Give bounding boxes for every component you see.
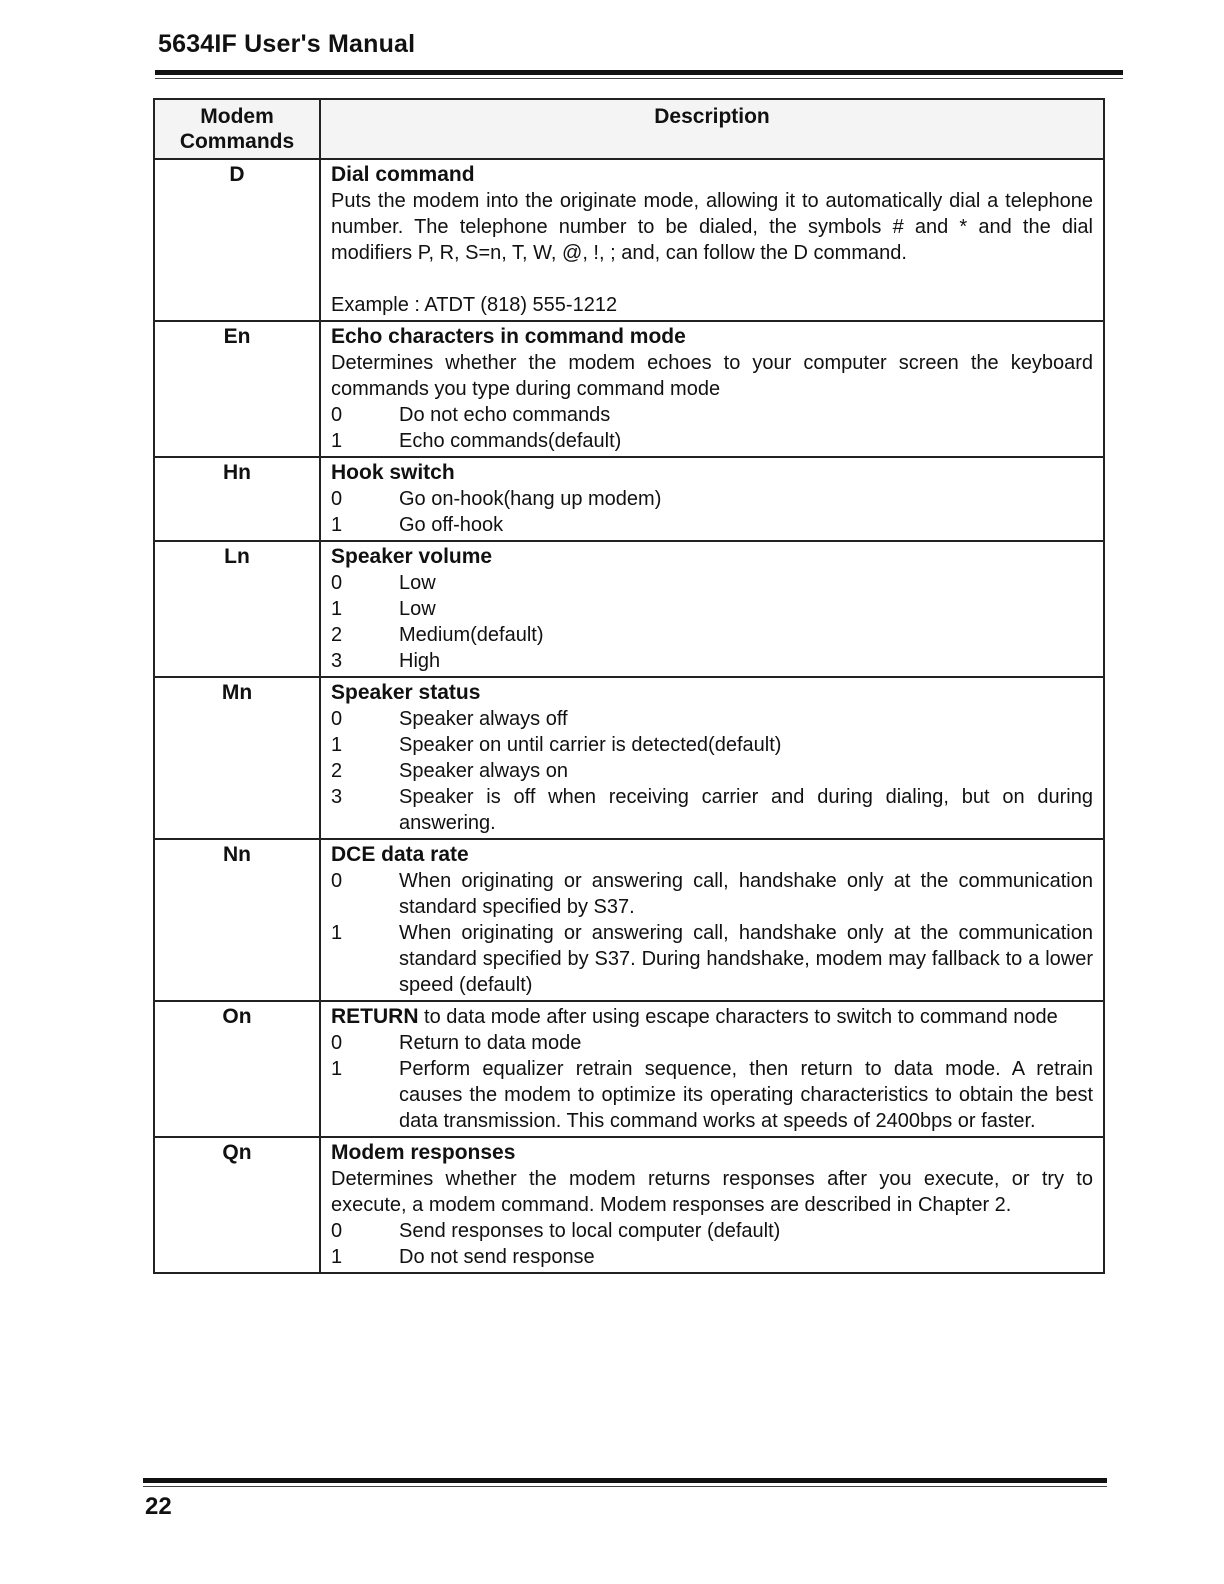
option-item (331, 1218, 1093, 1244)
command-title: Speaker volume (331, 545, 493, 568)
command-code: Qn (154, 1137, 320, 1273)
command-code: Nn (154, 839, 320, 1001)
table-row (154, 159, 1104, 321)
option-item (331, 428, 1093, 454)
option-key: 0 (331, 1220, 343, 1242)
option-key: 0 (331, 1032, 343, 1054)
command-description (320, 677, 1104, 839)
command-title: DCE data rate (331, 843, 469, 866)
option-value: Return to data mode (399, 1032, 582, 1054)
table-row (154, 321, 1104, 457)
option-value: High (399, 650, 441, 672)
option-key: 1 (331, 1058, 343, 1080)
table-row (154, 1001, 1104, 1137)
command-description (320, 1137, 1104, 1273)
table-header-row (154, 99, 1104, 159)
option-item (331, 732, 1093, 758)
command-code: Mn (154, 677, 320, 839)
command-code: D (154, 159, 320, 321)
option-value: Medium(default) (399, 624, 544, 646)
command-title: Hook switch (331, 461, 455, 484)
command-example: Example : ATDT (818) 555-1212 (331, 294, 618, 316)
option-key: 0 (331, 488, 343, 510)
table-row (154, 839, 1104, 1001)
command-text: Determines whether the modem returns responses after you execute, or try to execute, a modem command. Modem responses are described in Chapter 2. (331, 1168, 1093, 1216)
column-header-command: Modem Commands (154, 99, 320, 159)
command-description (320, 839, 1104, 1001)
option-item (331, 512, 1093, 538)
footer-rule-thin (143, 1486, 1107, 1487)
option-item (331, 1244, 1093, 1270)
command-text: Determines whether the modem echoes to your computer screen the keyboard commands you type during command mode (331, 352, 1093, 400)
option-value: Low (399, 572, 436, 594)
command-code: Hn (154, 457, 320, 541)
option-item (331, 1056, 1093, 1134)
option-item (331, 920, 1093, 998)
command-code: En (154, 321, 320, 457)
option-item (331, 1030, 1093, 1056)
command-description (320, 457, 1104, 541)
option-key: 0 (331, 572, 343, 594)
option-item (331, 486, 1093, 512)
option-value: Send responses to local computer (default) (399, 1220, 781, 1242)
command-code: On (154, 1001, 320, 1137)
option-value: Speaker always on (399, 760, 568, 782)
option-key: 3 (331, 650, 343, 672)
page-header-title: 5634IF User's Manual (158, 30, 416, 58)
command-title-rest: to data mode after using escape characters to switch to command node (418, 1006, 1058, 1028)
command-code: Ln (154, 541, 320, 677)
option-key: 1 (331, 1246, 343, 1268)
command-description (320, 1001, 1104, 1137)
option-value: Perform equalizer retrain sequence, then return to data mode. A retrain causes the modem to optimize its operating characteristics to obtain the best data transmission. This command works at speeds of 2400bps or faster. (399, 1058, 1093, 1132)
option-item (331, 570, 1093, 596)
option-value: Do not echo commands (399, 404, 611, 426)
option-item (331, 648, 1093, 674)
option-key: 1 (331, 598, 343, 620)
option-key: 0 (331, 708, 343, 730)
option-value: Speaker on until carrier is detected(default) (399, 734, 782, 756)
option-value: When originating or answering call, handshake only at the communication standard specified by S37. During handshake, modem may fallback to a lower speed (default) (399, 922, 1093, 996)
option-value: Go on-hook(hang up modem) (399, 488, 662, 510)
option-key: 1 (331, 922, 343, 944)
option-key: 1 (331, 430, 343, 452)
option-item (331, 868, 1093, 920)
command-title: Dial command (331, 163, 475, 186)
table-row (154, 677, 1104, 839)
option-value: Go off-hook (399, 514, 504, 536)
command-description (320, 159, 1104, 321)
command-title: Echo characters in command mode (331, 325, 686, 348)
option-key: 0 (331, 404, 343, 426)
option-item (331, 402, 1093, 428)
option-item (331, 706, 1093, 732)
table-row (154, 457, 1104, 541)
option-key: 1 (331, 514, 343, 536)
option-item (331, 758, 1093, 784)
command-description (320, 541, 1104, 677)
option-value: Low (399, 598, 436, 620)
command-title: Modem responses (331, 1141, 516, 1164)
modem-commands-table (153, 98, 1105, 1274)
option-item (331, 622, 1093, 648)
option-value: Speaker always off (399, 708, 568, 730)
column-header-description: Description (320, 99, 1104, 159)
command-text: Puts the modem into the originate mode, allowing it to automatically dial a telephone number. The telephone number to be dialed, the symbols # and * and the dial modifiers P, R, S=n, T, W, @, !, ; and, can follow the D command. (331, 190, 1093, 264)
table-row (154, 1137, 1104, 1273)
command-title-keyword: RETURN (331, 1005, 419, 1028)
option-key: 0 (331, 870, 343, 892)
header-rule (155, 70, 1123, 75)
option-key: 1 (331, 734, 343, 756)
header-rule-thin (155, 78, 1123, 79)
option-value: Speaker is off when receiving carrier and during dialing, but on during answering. (399, 786, 1093, 834)
option-value: Do not send response (399, 1246, 595, 1268)
option-item (331, 784, 1093, 836)
option-item (331, 596, 1093, 622)
page-number: 22 (145, 1493, 172, 1520)
footer-rule (143, 1478, 1107, 1483)
option-key: 2 (331, 760, 343, 782)
option-key: 2 (331, 624, 343, 646)
option-value: When originating or answering call, handshake only at the communication standard specified by S37. (399, 870, 1093, 918)
command-title: Speaker status (331, 681, 481, 704)
option-key: 3 (331, 786, 343, 808)
option-value: Echo commands(default) (399, 430, 622, 452)
command-title (331, 1004, 1093, 1030)
table-row (154, 541, 1104, 677)
command-description (320, 321, 1104, 457)
